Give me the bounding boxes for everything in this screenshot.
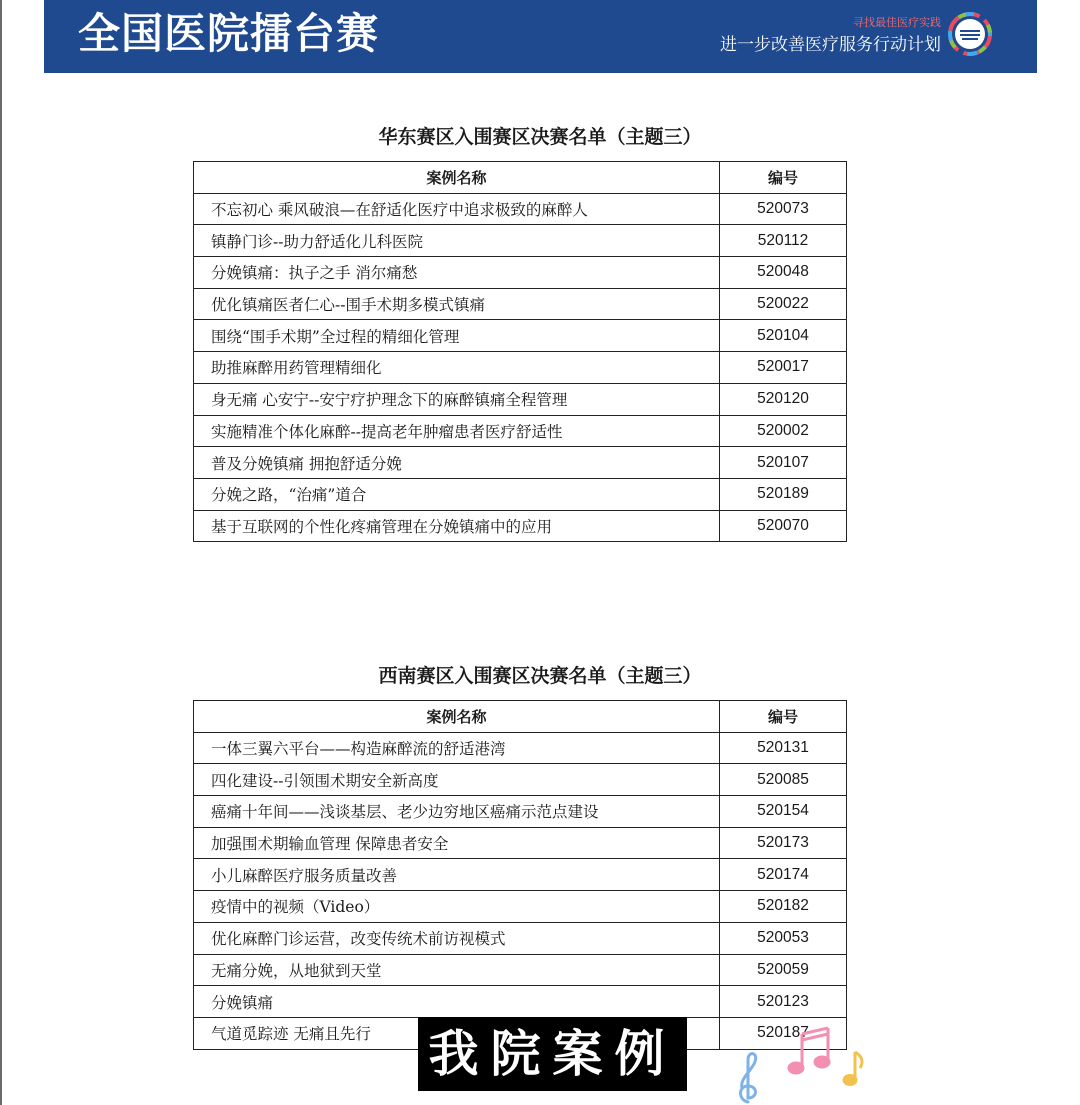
case-number-cell: 520002 — [720, 415, 847, 447]
case-name-cell: 小儿麻醉医疗服务质量改善 — [194, 859, 720, 891]
banner-title: 全国医院擂台赛 — [78, 9, 380, 58]
table-row — [194, 320, 847, 352]
table-row — [194, 257, 847, 289]
case-number-cell: 520022 — [720, 288, 847, 320]
case-number-cell: 520189 — [720, 478, 847, 510]
case-name-cell: 疫情中的视频（Video） — [194, 891, 720, 923]
table-row — [194, 415, 847, 447]
case-number-cell: 520123 — [720, 986, 847, 1018]
case-name-cell: 优化麻醉门诊运营，改变传统术前访视模式 — [194, 922, 720, 954]
table-row — [194, 288, 847, 320]
music-notes-icon — [730, 1020, 870, 1105]
table-header-row — [194, 701, 847, 733]
column-header-number: 编号 — [720, 162, 847, 194]
case-name-cell: 癌痛十年间——浅谈基层、老少边穷地区癌痛示范点建设 — [194, 796, 720, 828]
case-name-cell: 分娩之路，“治痛”道合 — [194, 478, 720, 510]
case-number-cell: 520112 — [720, 225, 847, 257]
case-number-cell: 520120 — [720, 383, 847, 415]
case-number-cell: 520131 — [720, 732, 847, 764]
table-row — [194, 383, 847, 415]
section-title-southwest: 西南赛区入围赛区决赛名单（主题三） — [378, 665, 702, 687]
case-name-cell: 身无痛 心安宁--安宁疗护理念下的麻醉镇痛全程管理 — [194, 383, 720, 415]
table-row — [194, 827, 847, 859]
case-number-cell: 520173 — [720, 827, 847, 859]
case-name-cell: 加强围术期输血管理 保障患者安全 — [194, 827, 720, 859]
table-row — [194, 225, 847, 257]
case-name-cell: 助推麻醉用药管理精细化 — [194, 352, 720, 384]
banner-subtitle: 进一步改善医疗服务行动计划 — [720, 35, 941, 55]
case-name-cell: 分娩镇痛：执子之手 消尔痛愁 — [194, 257, 720, 289]
table-row — [194, 732, 847, 764]
case-number-cell: 520154 — [720, 796, 847, 828]
case-name-cell: 基于互联网的个性化疼痛管理在分娩镇痛中的应用 — [194, 510, 720, 542]
table-row — [194, 796, 847, 828]
table-row — [194, 986, 847, 1018]
column-header-case-name: 案例名称 — [194, 162, 720, 194]
case-number-cell: 520073 — [720, 193, 847, 225]
left-border — [0, 0, 2, 1105]
column-header-number: 编号 — [720, 701, 847, 733]
table-row — [194, 954, 847, 986]
case-number-cell: 520182 — [720, 891, 847, 923]
case-number-cell: 520053 — [720, 922, 847, 954]
table-row — [194, 352, 847, 384]
our-hospital-case-label: 我院案例 — [418, 1017, 687, 1091]
case-number-cell: 520070 — [720, 510, 847, 542]
case-name-cell: 优化镇痛医者仁心--围手术期多模式镇痛 — [194, 288, 720, 320]
table-row — [194, 764, 847, 796]
table-row — [194, 922, 847, 954]
case-number-cell: 520059 — [720, 954, 847, 986]
column-header-case-name: 案例名称 — [194, 701, 720, 733]
table-row — [194, 891, 847, 923]
campaign-logo-icon — [948, 12, 992, 56]
case-name-cell: 普及分娩镇痛 拥抱舒适分娩 — [194, 447, 720, 479]
case-number-cell: 520085 — [720, 764, 847, 796]
southwest-finalist-table — [193, 700, 847, 1050]
case-name-cell: 四化建设--引领围术期安全新高度 — [194, 764, 720, 796]
east-china-finalist-table — [193, 161, 847, 542]
case-number-cell: 520107 — [720, 447, 847, 479]
header-banner — [44, 0, 1037, 73]
case-name-cell: 不忘初心 乘风破浪—在舒适化医疗中追求极致的麻醉人 — [194, 193, 720, 225]
case-name-cell: 围绕“围手术期”全过程的精细化管理 — [194, 320, 720, 352]
section-title-east-china: 华东赛区入围赛区决赛名单（主题三） — [378, 126, 702, 148]
table-row — [194, 859, 847, 891]
case-number-cell: 520017 — [720, 352, 847, 384]
case-number-cell: 520187 — [720, 1017, 847, 1049]
table-row — [194, 447, 847, 479]
case-name-cell: 镇静门诊--助力舒适化儿科医院 — [194, 225, 720, 257]
table-row — [194, 478, 847, 510]
table-row — [194, 510, 847, 542]
case-number-cell: 520174 — [720, 859, 847, 891]
case-number-cell: 520104 — [720, 320, 847, 352]
table-row — [194, 193, 847, 225]
case-name-cell: 分娩镇痛 — [194, 986, 720, 1018]
case-number-cell: 520048 — [720, 257, 847, 289]
case-name-cell: 无痛分娩，从地狱到天堂 — [194, 954, 720, 986]
case-name-cell: 实施精准个体化麻醉--提高老年肿瘤患者医疗舒适性 — [194, 415, 720, 447]
banner-tagline: 寻找最佳医疗实践 — [853, 16, 941, 29]
case-name-cell: 气道觅踪迹 无痛且先行 — [194, 1017, 720, 1049]
table-header-row — [194, 162, 847, 194]
case-name-cell: 一体三翼六平台——构造麻醉流的舒适港湾 — [194, 732, 720, 764]
